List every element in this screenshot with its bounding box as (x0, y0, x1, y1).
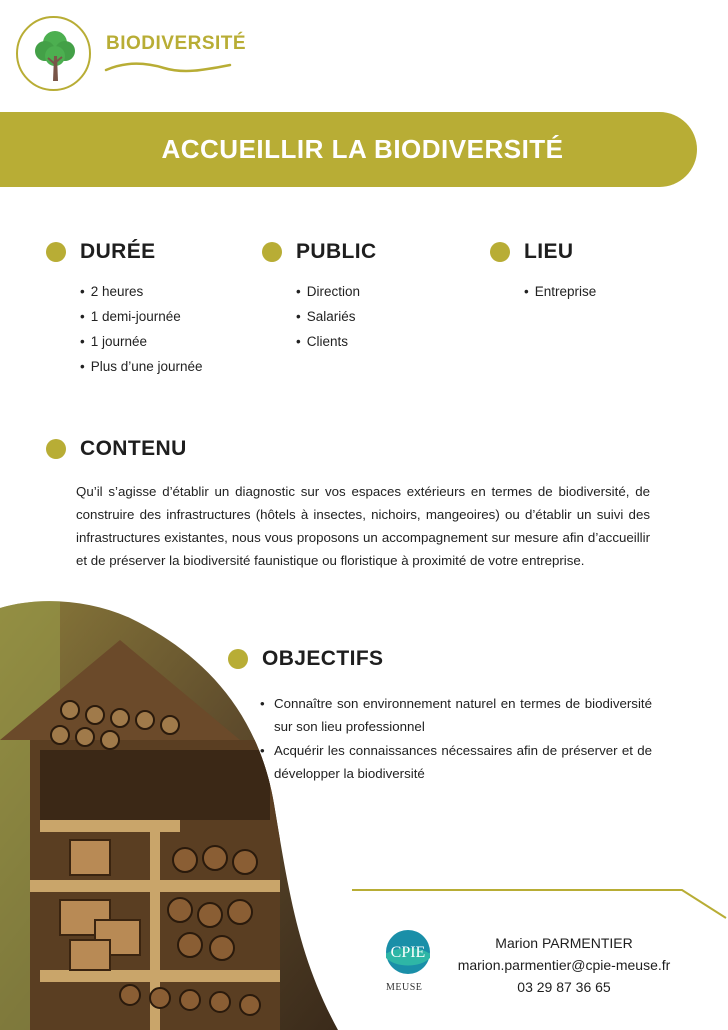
list-item: • Entreprise (524, 279, 596, 304)
public-heading (262, 240, 377, 264)
tree-icon (30, 26, 80, 84)
bullet-dot (46, 439, 66, 459)
contenu-heading (46, 437, 187, 461)
list-item: • 2 heures (80, 279, 203, 304)
lieu-heading (490, 240, 573, 264)
page-title: ACCUEILLIR LA BIODIVERSITÉ (161, 134, 564, 164)
contact-phone: 03 29 87 36 65 (517, 979, 611, 995)
bullet-dot (262, 242, 282, 262)
public-heading-text: PUBLIC (296, 240, 377, 263)
objectifs-heading-text: OBJECTIFS (262, 647, 384, 670)
lieu-heading-text: LIEU (524, 240, 574, 263)
contenu-heading-text: CONTENU (80, 437, 187, 460)
cpie-subtitle: MEUSE (386, 982, 423, 993)
list-item: • Direction (296, 279, 360, 304)
brand-title: BIODIVERSITÉ (106, 33, 247, 54)
bullet-dot (228, 649, 248, 669)
brand-underline (104, 60, 234, 74)
title-banner (0, 112, 697, 187)
duree-heading (46, 240, 156, 264)
bullet-dot (46, 242, 66, 262)
logo-badge (16, 16, 91, 91)
footer-divider (0, 870, 728, 930)
bullet-dot (490, 242, 510, 262)
objectifs-heading (228, 647, 383, 671)
public-list (296, 279, 360, 354)
duree-list (80, 279, 203, 379)
list-item: • Connaître son environnement naturel en termes de biodiversité sur son lieu professionnel (260, 692, 652, 738)
list-item: • Clients (296, 329, 360, 354)
lieu-list (524, 279, 596, 304)
contenu-paragraph: Qu’il s’agisse d’établir un diagnostic sur vos espaces extérieurs en termes de biodiversité, de construire des infrastructures (hôtels à insectes, nichoirs, mangeoires) ou d’établir un suivi des infrastructures existantes, nous vous proposons un accompagnement sur mesure afin d’accueillir et de préserver la biodiversité faunistique ou floristique à proximité de votre entreprise. (76, 484, 650, 568)
list-item: • 1 demi-journée (80, 304, 203, 329)
contact-block (452, 932, 676, 998)
objectifs-list (260, 692, 652, 786)
duree-heading-text: DURÉE (80, 240, 156, 263)
contact-name: Marion PARMENTIER (495, 935, 633, 951)
list-item: • Acquérir les connaissances nécessaires afin de préserver et de développer la biodiversité (260, 739, 652, 785)
list-item: • Plus d’une journée (80, 354, 203, 379)
contact-email[interactable]: marion.parmentier@cpie-meuse.fr (457, 957, 671, 973)
cpie-logo-icon (384, 928, 432, 976)
list-item: • 1 journée (80, 329, 203, 354)
list-item: • Salariés (296, 304, 360, 329)
svg-text:CPIE: CPIE (390, 944, 426, 961)
